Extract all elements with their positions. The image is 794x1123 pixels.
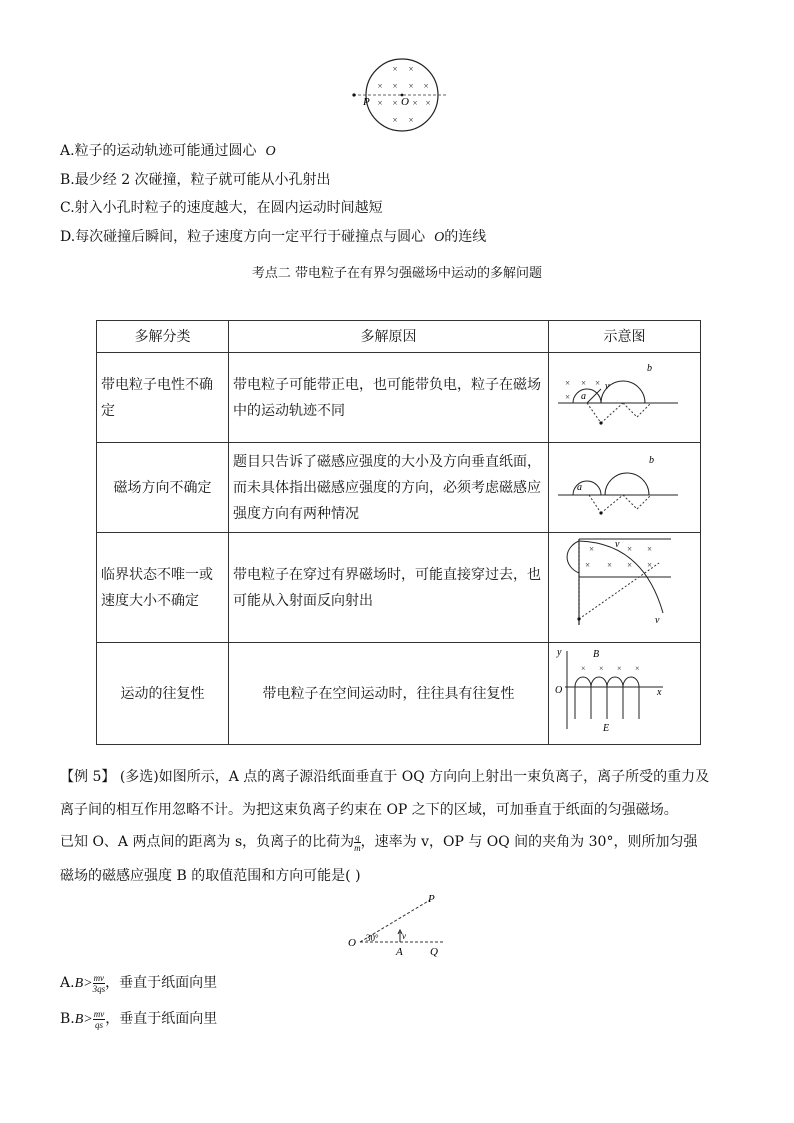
example-option-a: A.B> $\frac{mv}{3qs}$ ，垂直于纸面向里 [60, 972, 218, 994]
svg-text:A: A [396, 946, 403, 958]
svg-text:b: b [647, 363, 652, 374]
row-reason: 题目只告诉了磁感应强度的大小及方向垂直纸面，而未具体指出磁感应强度的方向，必须考虑磁感应强度方向有两种情况 [229, 443, 549, 533]
charge-sign-diagram [553, 353, 696, 433]
svg-text:×: × [635, 664, 640, 673]
critical-state-diagram [553, 533, 696, 633]
circle-field-figure [345, 55, 455, 135]
svg-text:×: × [392, 64, 398, 74]
label-p: P [363, 96, 370, 108]
row-diagram [549, 353, 701, 443]
svg-text:×: × [392, 81, 398, 91]
example-line-2: 离子间的相互作用忽略不计。为把这束负离子约束在 OP 之下的区域，可加垂直于纸面的匀强磁场。 [60, 802, 678, 818]
row-diagram [549, 643, 701, 745]
svg-text:v: v [605, 381, 610, 392]
svg-text:B: B [593, 649, 600, 660]
svg-text:×: × [627, 544, 633, 554]
svg-text:×: × [599, 664, 604, 673]
multi-solution-table [96, 320, 701, 745]
table-row [97, 353, 701, 443]
row-category: 运动的往复性 [97, 643, 229, 745]
header-reason: 多解原因 [229, 321, 549, 353]
svg-text:×: × [408, 81, 414, 91]
row-reason: 带电粒子在穿过有界磁场时，可能直接穿过去，也可能从入射面反向射出 [229, 533, 549, 643]
svg-text:v: v [402, 931, 406, 941]
table-row [97, 533, 701, 643]
charge-mass-ratio: $\frac{q}{m}$ [354, 831, 361, 853]
svg-text:O: O [348, 937, 356, 949]
svg-text:×: × [647, 544, 653, 554]
cross-marks [377, 64, 430, 125]
svg-text:v: v [615, 539, 620, 550]
svg-text:P: P [428, 893, 435, 905]
row-reason: 带电粒子在空间运动时，往往具有往复性 [229, 643, 549, 745]
svg-text:×: × [408, 115, 414, 125]
svg-text:×: × [585, 560, 591, 570]
svg-text:a: a [581, 391, 586, 402]
svg-text:×: × [392, 115, 398, 125]
table-row [97, 443, 701, 533]
svg-text:×: × [565, 392, 571, 402]
example-option-b: B.B> $\frac{mv}{qs}$ ，垂直于纸面向里 [60, 1008, 218, 1030]
svg-text:×: × [408, 64, 414, 74]
option-d: D.每次碰撞后瞬间，粒子速度方向一定平行于碰撞点与圆心 O的连线 [60, 229, 487, 245]
svg-text:E: E [603, 723, 610, 734]
example-figure [342, 890, 452, 960]
svg-text:O: O [555, 685, 563, 696]
periodic-motion-diagram [553, 643, 696, 735]
row-category: 带电粒子电性不确定 [97, 353, 229, 443]
svg-text:×: × [377, 81, 383, 91]
svg-text:×: × [377, 98, 383, 108]
example-line-3: 已知 O、A 两点间的距离为 s，负离子的比荷为 $\frac{q}{m}$ ，速率为 v，OP 与 OQ 间的夹角为 30°，则所加匀强 [60, 831, 698, 853]
row-category: 磁场方向不确定 [97, 443, 229, 533]
svg-text:b: b [649, 455, 654, 466]
svg-text:×: × [595, 378, 601, 388]
option-b: B.最少经 2 次碰撞，粒子就可能从小孔射出 [60, 172, 331, 188]
row-reason: 带电粒子可能带正电，也可能带负电，粒子在磁场中的运动轨迹不同 [229, 353, 549, 443]
row-diagram [549, 533, 701, 643]
svg-text:a: a [577, 482, 582, 493]
svg-text:×: × [617, 664, 622, 673]
svg-text:y: y [557, 647, 562, 658]
svg-text:×: × [425, 98, 431, 108]
svg-text:v: v [655, 615, 660, 626]
svg-text:x: x [657, 687, 662, 698]
field-direction-diagram [553, 443, 696, 523]
example-line-4: 磁场的磁感应强度 B 的取值范围和方向可能是( ) [60, 868, 361, 884]
svg-text:×: × [627, 560, 633, 570]
row-diagram [549, 443, 701, 533]
option-c: C.射入小孔时粒子的速度越大，在圆内运动时间越短 [60, 200, 383, 216]
header-category: 多解分类 [97, 321, 229, 353]
svg-text:Q: Q [430, 946, 438, 958]
table-row [97, 643, 701, 745]
header-diagram: 示意图 [549, 321, 701, 353]
option-a: A.粒子的运动轨迹可能通过圆心 O [60, 143, 276, 159]
svg-text:×: × [589, 544, 595, 554]
svg-text:×: × [392, 98, 398, 108]
section-heading: 考点二 带电粒子在有界匀强磁场中运动的多解问题 [251, 266, 543, 281]
svg-text:×: × [581, 378, 587, 388]
svg-text:30°: 30° [366, 933, 379, 943]
table-header-row [97, 321, 701, 353]
svg-text:×: × [423, 81, 429, 91]
svg-text:×: × [647, 560, 653, 570]
svg-text:×: × [581, 664, 586, 673]
svg-text:×: × [565, 378, 571, 388]
svg-text:×: × [607, 560, 613, 570]
label-o: O [401, 96, 409, 108]
example-line-1: 【例 5】 (多选)如图所示，A 点的离子源沿纸面垂直于 OQ 方向向上射出一束负离子，离子所受的重力及 [60, 769, 710, 785]
row-category: 临界状态不唯一或速度大小不确定 [97, 533, 229, 643]
svg-text:×: × [412, 98, 418, 108]
